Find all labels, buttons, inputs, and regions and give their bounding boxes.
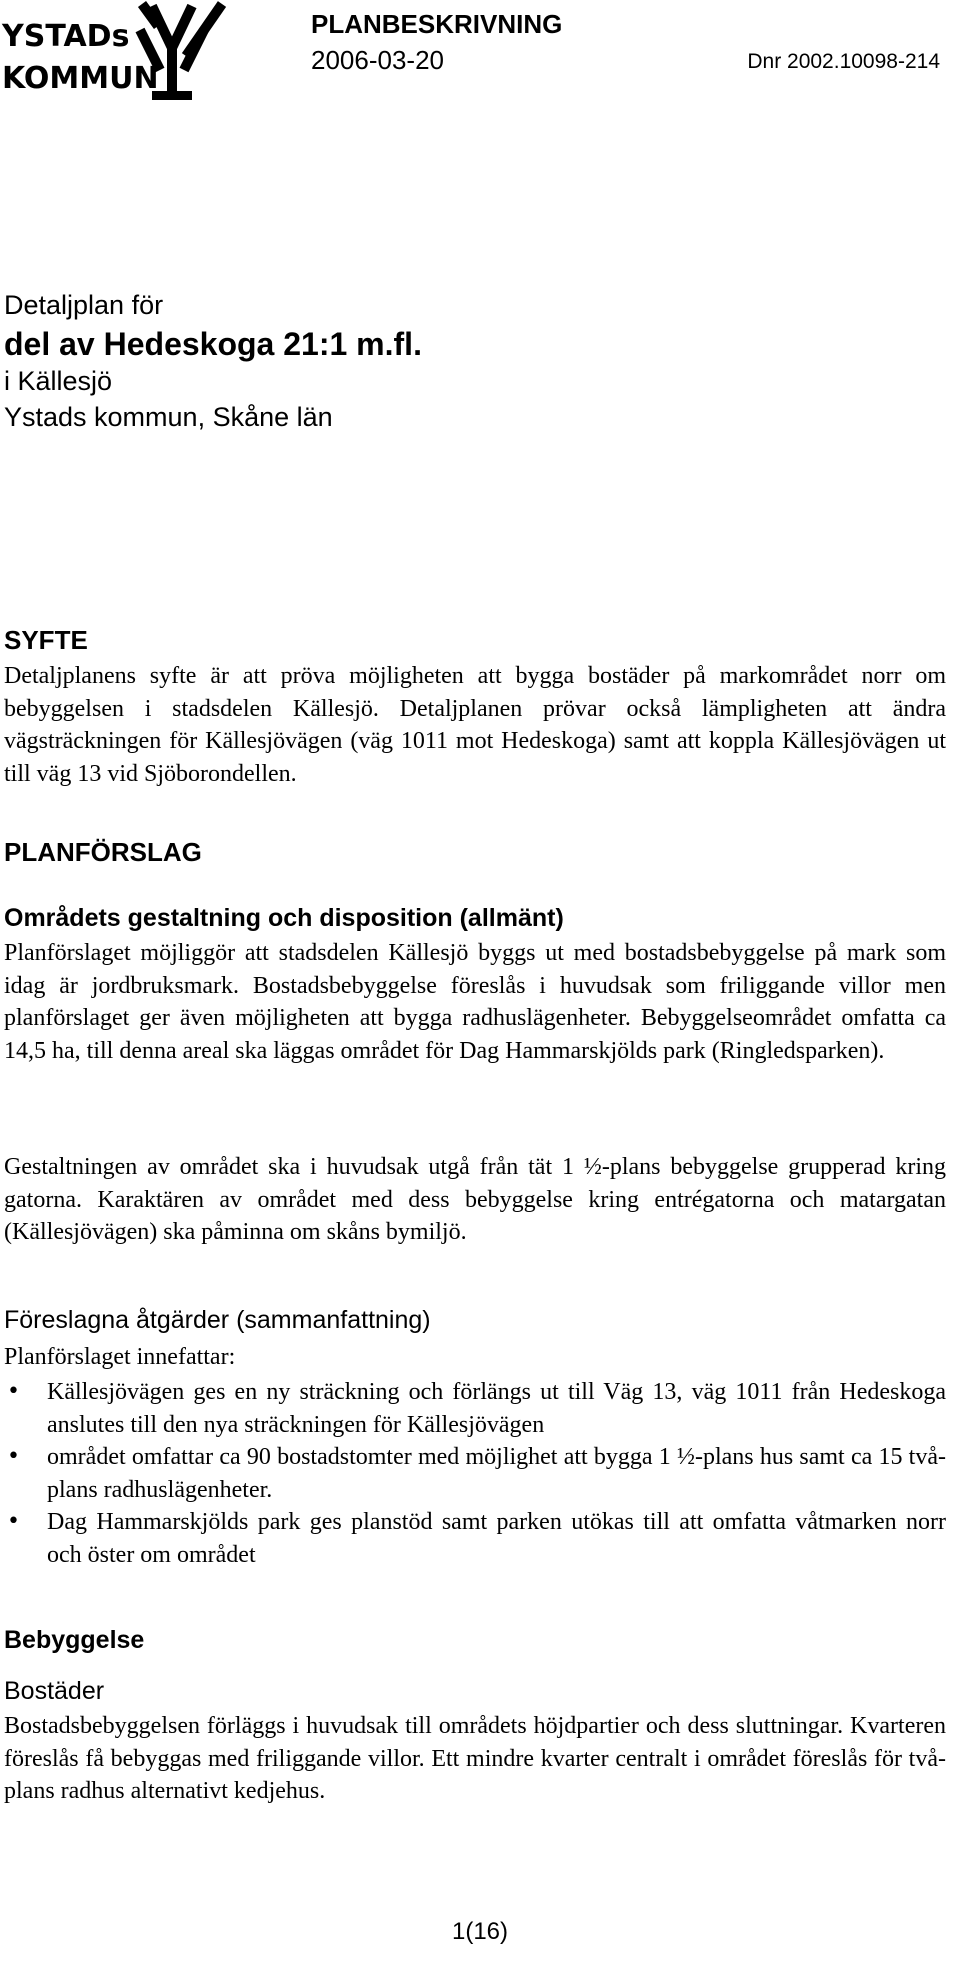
page-number: 1(16) <box>451 1918 509 1945</box>
paragraph-syfte: Detaljplanens syfte är att pröva möjligheten att bygga bostäder på markområdet norr om bebyggelsen i stadsdelen Källesjö. Detaljplanen prövar också lämpligheten att ändra vägsträckningen för Källesjövägen (väg 1011 mot Hedeskoga) samt att koppla Källesjövägen ut till väg 13 vid Sjöborondellen. <box>4 663 946 787</box>
list-item <box>4 1441 946 1506</box>
document-reference-number: Dnr 2002.10098-214 <box>747 50 940 73</box>
title-line-4: Ystads kommun, Skåne län <box>4 402 333 432</box>
subheading-bostader: Bostäder <box>4 1677 105 1705</box>
subheading-omradets-gestaltning: Områdets gestaltning och disposition (allmänt) <box>4 904 564 932</box>
logo-text-ystads: YSTADs <box>2 19 130 54</box>
document-date: 2006-03-20 <box>311 45 444 75</box>
paragraph-bostader: Bostadsbebyggelsen förläggs i huvudsak till områdets höjdpartier och dess sluttningar. Kvarteren föreslås få bebyggas med friliggande villor. Ett mindre kvarter centralt i området föreslås för två-plans radhus alternativt kedjehus. <box>4 1713 946 1804</box>
heading-bebyggelse: Bebyggelse <box>4 1626 145 1654</box>
paragraph-planforslag-2: Gestaltningen av området ska i huvudsak utgå från tät 1 ½-plans bebyggelse grupperad kring gatorna. Karaktären av området med dess bebyggelse kring entrégatorna och matargatan (Källesjövägen) ska påminna om skåns bymiljö. <box>4 1154 946 1245</box>
title-main: del av Hedeskoga 21:1 m.fl. <box>4 326 422 362</box>
bullet-icon: • <box>7 1444 20 1469</box>
bullet-icon: • <box>7 1509 20 1534</box>
list-item-text: Dag Hammarskjölds park ges planstöd samt parken utökas till att omfatta våtmarken norr och öster om området <box>47 1509 946 1568</box>
title-line-1: Detaljplan för <box>4 290 164 320</box>
heading-planforslag: PLANFÖRSLAG <box>4 837 202 867</box>
list-item <box>4 1376 946 1441</box>
bullet-icon: • <box>7 1379 20 1404</box>
atgarder-list <box>4 1376 946 1571</box>
logo-text-kommun: KOMMUN <box>2 61 159 96</box>
logo-graphic <box>0 0 240 100</box>
paragraph-planforslag-1: Planförslaget möjliggör att stadsdelen Källesjö byggs ut med bostadsbebyggelse på mark som idag är jordbruksmark. Bostadsbebyggelse föreslås i huvudsak som friliggande villor men planförslaget ger även möjligheten att bygga radhuslägenheter. Bebyggelseområdet omfatta ca 14,5 ha, till denna areal ska läggas området för Dag Hammarskjölds park (Ringledsparken). <box>4 940 946 1064</box>
list-item-text: Källesjövägen ges en ny sträckning och förlängs ut till Väg 13, väg 1011 från Hedeskoga anslutes till den nya sträckningen för Källesjövägen <box>47 1379 946 1438</box>
title-line-3: i Källesjö <box>4 366 113 396</box>
list-item-text: området omfattar ca 90 bostadstomter med möjlighet att bygga 1 ½-plans hus samt ca 15 två-plans radhuslägenheter. <box>47 1444 946 1503</box>
heading-foreslagna-atgarder: Föreslagna åtgärder (sammanfattning) <box>4 1306 431 1334</box>
heading-syfte: SYFTE <box>4 625 88 655</box>
document-type: PLANBESKRIVNING <box>311 9 563 39</box>
atgarder-intro: Planförslaget innefattar: <box>4 1344 236 1370</box>
ystads-kommun-logo <box>0 0 240 100</box>
list-item <box>4 1506 946 1571</box>
